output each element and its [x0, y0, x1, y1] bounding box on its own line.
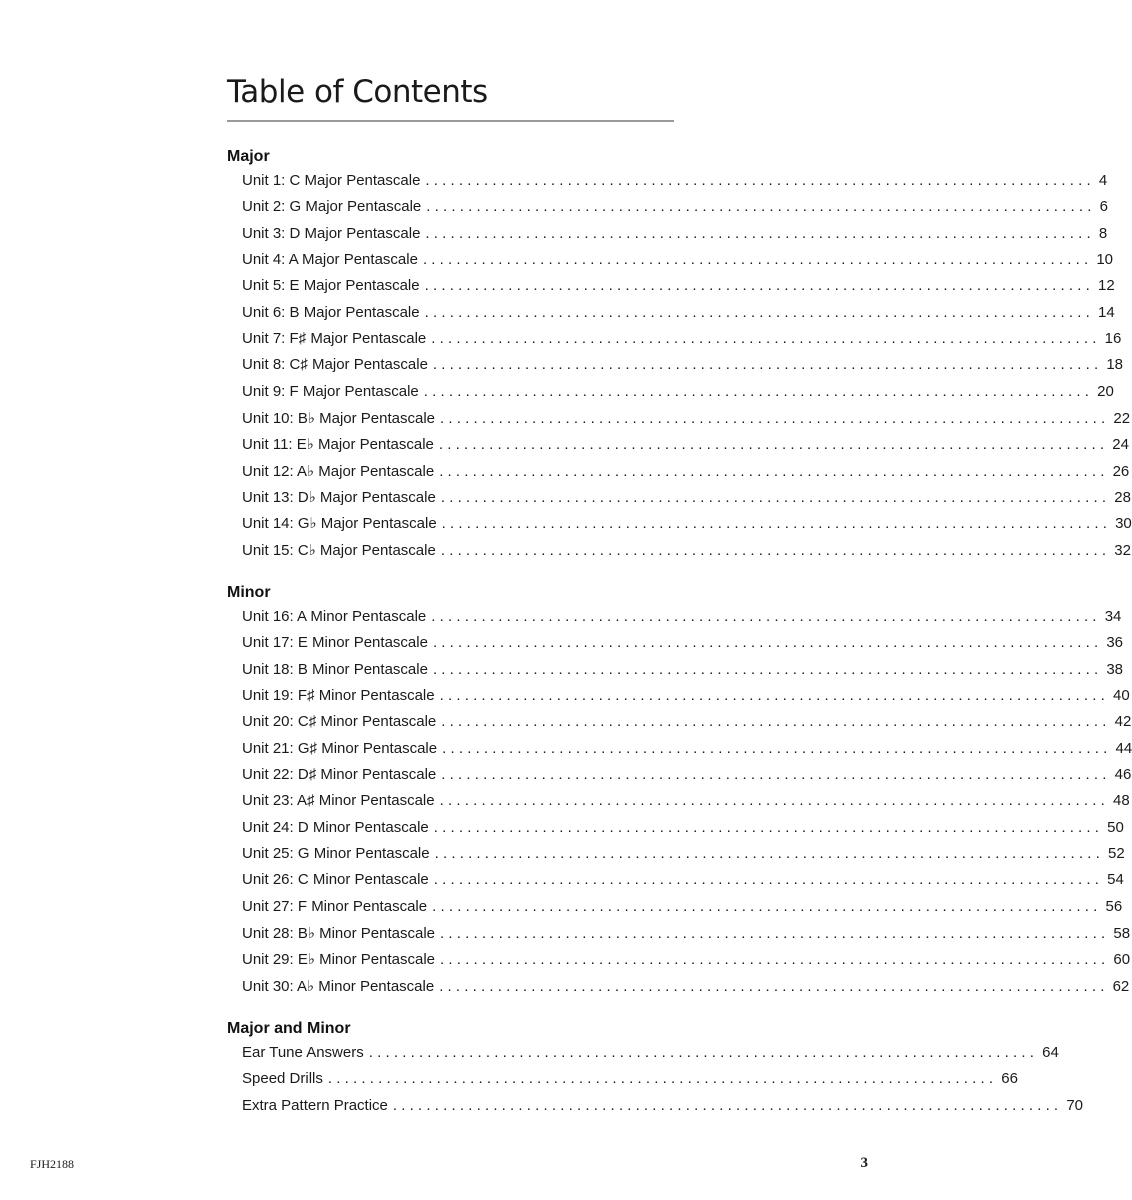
- toc-entry[interactable]: [242, 541, 1131, 567]
- toc-entry-label: Unit 4: A Major Pentascale: [242, 251, 418, 269]
- toc-entry[interactable]: [242, 1044, 1059, 1070]
- toc-entry-label: Unit 12: A♭ Major Pentascale: [242, 462, 435, 480]
- toc-entry[interactable]: [242, 488, 1131, 514]
- toc-entry-label: Unit 3: D Major Pentascale: [242, 224, 421, 242]
- toc-entry-label: Unit 26: C Minor Pentascale: [242, 871, 429, 889]
- toc-entry[interactable]: [242, 409, 1131, 435]
- toc-entry-label: Unit 22: D♯ Minor Pentascale: [242, 766, 437, 784]
- toc-entry-page: 70: [1066, 1096, 1083, 1114]
- dot-leader: ................................................................................: [438, 436, 1109, 454]
- dot-leader: ................................................................................: [432, 897, 1102, 915]
- toc-entry[interactable]: [242, 435, 1129, 461]
- toc-entry-label: Unit 20: C♯ Minor Pentascale: [242, 713, 437, 731]
- toc-entry-label: Unit 18: B Minor Pentascale: [242, 660, 428, 678]
- dot-leader: ................................................................................: [440, 925, 1110, 943]
- toc-entry[interactable]: [242, 977, 1130, 1003]
- toc-entry-page: 6: [1099, 198, 1108, 216]
- toc-entry[interactable]: [242, 382, 1114, 409]
- toc-entry[interactable]: [242, 303, 1115, 330]
- toc-entry-label: Unit 13: D♭ Major Pentascale: [242, 489, 436, 507]
- toc-entry-label: Unit 23: A♯ Minor Pentascale: [242, 792, 435, 810]
- toc-entry-label: Unit 16: A Minor Pentascale: [242, 608, 427, 625]
- toc-entry[interactable]: [242, 462, 1130, 488]
- dot-leader: ................................................................................: [440, 489, 1111, 507]
- dot-leader: ................................................................................: [442, 739, 1112, 757]
- dot-leader: ................................................................................: [368, 1044, 1039, 1061]
- section-heading-major-and-minor: Major and Minor: [227, 1020, 351, 1037]
- toc-entry[interactable]: [242, 687, 1130, 713]
- toc-entry-page: 40: [1113, 687, 1130, 705]
- toc-entry-label: Unit 21: G♯ Minor Pentascale: [242, 739, 438, 757]
- toc-entry-page: 46: [1114, 766, 1132, 784]
- toc-entry[interactable]: [242, 950, 1131, 976]
- dot-leader: ................................................................................: [424, 303, 1094, 321]
- toc-entry[interactable]: [242, 871, 1124, 897]
- toc-entry-page: 18: [1106, 356, 1124, 374]
- toc-entry-label: Ear Tune Answers: [242, 1044, 364, 1061]
- toc-entry[interactable]: [242, 766, 1132, 792]
- toc-entry[interactable]: [242, 198, 1108, 224]
- toc-entry-page: 64: [1042, 1044, 1059, 1061]
- dot-leader: ................................................................................: [433, 818, 1104, 836]
- toc-entry-label: Unit 29: E♭ Minor Pentascale: [242, 951, 436, 969]
- dot-leader: ................................................................................: [434, 845, 1104, 863]
- toc-entry-label: Unit 1: C Major Pentascale: [242, 172, 421, 189]
- toc-entry-page: 24: [1112, 436, 1129, 454]
- toc-entry-page: 58: [1113, 925, 1131, 943]
- toc-entry-page: 38: [1106, 660, 1124, 678]
- toc-list-minor: [242, 608, 1132, 1003]
- dot-leader: ................................................................................: [432, 660, 1103, 678]
- toc-entry-label: Unit 28: B♭ Minor Pentascale: [242, 925, 436, 943]
- dot-leader: ................................................................................: [439, 977, 1109, 995]
- toc-entry[interactable]: [242, 713, 1132, 739]
- dot-leader: ................................................................................: [439, 462, 1109, 480]
- toc-entry-page: 16: [1104, 330, 1122, 348]
- toc-entry[interactable]: [242, 251, 1114, 277]
- toc-entry-page: 54: [1107, 871, 1124, 889]
- dot-leader: ................................................................................: [392, 1096, 1063, 1114]
- dot-leader: ................................................................................: [431, 330, 1101, 348]
- dot-leader: ................................................................................: [431, 608, 1101, 625]
- toc-entry-page: 44: [1115, 739, 1132, 757]
- toc-entry-page: 34: [1104, 608, 1122, 625]
- dot-leader: ................................................................................: [423, 382, 1094, 400]
- dot-leader: ................................................................................: [440, 541, 1111, 559]
- toc-entry-label: Unit 19: F♯ Minor Pentascale: [242, 687, 435, 705]
- toc-entry-label: Unit 10: B♭ Major Pentascale: [242, 410, 436, 428]
- toc-entry-page: 60: [1113, 951, 1131, 969]
- toc-entry-label: Unit 9: F Major Pentascale: [242, 382, 419, 400]
- toc-entry-page: 12: [1098, 277, 1115, 295]
- toc-entry-page: 42: [1114, 713, 1132, 731]
- toc-entry-page: 10: [1096, 251, 1114, 269]
- toc-entry-page: 26: [1112, 462, 1130, 480]
- dot-leader: ................................................................................: [432, 634, 1103, 652]
- toc-entry[interactable]: [242, 1070, 1018, 1096]
- section-heading-minor: Minor: [227, 584, 271, 601]
- footer-product-code: FJH2188: [30, 1157, 75, 1171]
- toc-entry-page: 8: [1098, 224, 1108, 242]
- dot-leader: ................................................................................: [424, 277, 1094, 295]
- toc-entry-page: 32: [1114, 541, 1131, 559]
- toc-entry-label: Unit 5: E Major Pentascale: [242, 277, 420, 295]
- toc-entry-label: Unit 11: E♭ Major Pentascale: [242, 436, 434, 454]
- toc-entry[interactable]: [242, 792, 1130, 818]
- title-divider: [227, 120, 674, 122]
- dot-leader: ................................................................................: [425, 224, 1095, 242]
- toc-entry-label: Unit 24: D Minor Pentascale: [242, 818, 429, 836]
- section-heading-major: Major: [227, 148, 270, 165]
- toc-entry[interactable]: [242, 660, 1124, 687]
- footer-page-number: 3: [860, 1155, 868, 1171]
- toc-entry-page: 62: [1112, 977, 1130, 995]
- dot-leader: ................................................................................: [426, 198, 1096, 216]
- dot-leader: ................................................................................: [440, 951, 1110, 969]
- toc-entry-page: 36: [1106, 634, 1124, 652]
- toc-entry[interactable]: [242, 818, 1124, 845]
- toc-entry-page: 4: [1098, 172, 1108, 189]
- dot-leader: ................................................................................: [432, 356, 1103, 374]
- toc-list-major-and-minor: [242, 1044, 1083, 1123]
- toc-entry[interactable]: [242, 172, 1108, 198]
- toc-entry[interactable]: [242, 634, 1124, 660]
- toc-entry-label: Extra Pattern Practice: [242, 1096, 388, 1114]
- toc-entry[interactable]: [242, 514, 1132, 540]
- toc-entry-page: 28: [1114, 489, 1131, 507]
- toc-entry-page: 14: [1098, 303, 1115, 321]
- toc-entry-label: Unit 7: F♯ Major Pentascale: [242, 330, 427, 348]
- toc-entry-label: Unit 6: B Major Pentascale: [242, 303, 420, 321]
- toc-entry-label: Unit 8: C♯ Major Pentascale: [242, 356, 428, 374]
- dot-leader: ................................................................................: [433, 871, 1104, 889]
- toc-entry-page: 56: [1105, 897, 1123, 915]
- toc-entry-label: Speed Drills: [242, 1070, 323, 1088]
- page-title: Table of Contents: [227, 74, 488, 110]
- toc-entry-label: Unit 15: C♭ Major Pentascale: [242, 541, 436, 559]
- toc-entry[interactable]: [242, 608, 1122, 634]
- toc-entry[interactable]: [242, 330, 1122, 356]
- toc-entry[interactable]: [242, 739, 1132, 766]
- dot-leader: ................................................................................: [425, 172, 1095, 189]
- toc-entry[interactable]: [242, 277, 1115, 303]
- dot-leader: ................................................................................: [327, 1070, 998, 1088]
- toc-entry[interactable]: [242, 924, 1131, 950]
- toc-entry[interactable]: [242, 224, 1108, 251]
- toc-entry-page: 52: [1108, 845, 1125, 863]
- dot-leader: ................................................................................: [439, 687, 1109, 705]
- toc-entry-label: Unit 2: G Major Pentascale: [242, 198, 422, 216]
- dot-leader: ................................................................................: [441, 766, 1111, 784]
- toc-entry-label: Unit 30: A♭ Minor Pentascale: [242, 977, 435, 995]
- dot-leader: ................................................................................: [422, 251, 1093, 269]
- toc-entry-page: 22: [1113, 410, 1131, 428]
- dot-leader: ................................................................................: [439, 792, 1110, 810]
- toc-entry-label: Unit 25: G Minor Pentascale: [242, 845, 430, 863]
- toc-entry[interactable]: [242, 356, 1124, 382]
- toc-entry[interactable]: [242, 845, 1125, 871]
- toc-entry-page: 50: [1107, 818, 1124, 836]
- toc-entry[interactable]: [242, 897, 1123, 924]
- toc-entry-label: Unit 17: E Minor Pentascale: [242, 634, 428, 652]
- toc-entry-page: 66: [1001, 1070, 1018, 1088]
- toc-entry[interactable]: [242, 1096, 1083, 1123]
- toc-entry-page: 20: [1097, 382, 1114, 400]
- dot-leader: ................................................................................: [441, 713, 1111, 731]
- toc-entry-label: Unit 14: G♭ Major Pentascale: [242, 515, 437, 533]
- toc-entry-label: Unit 27: F Minor Pentascale: [242, 897, 428, 915]
- toc-list-major: [242, 172, 1132, 567]
- toc-entry-page: 48: [1113, 792, 1130, 810]
- dot-leader: ................................................................................: [440, 410, 1110, 428]
- dot-leader: ................................................................................: [441, 515, 1112, 533]
- toc-entry-page: 30: [1115, 515, 1132, 533]
